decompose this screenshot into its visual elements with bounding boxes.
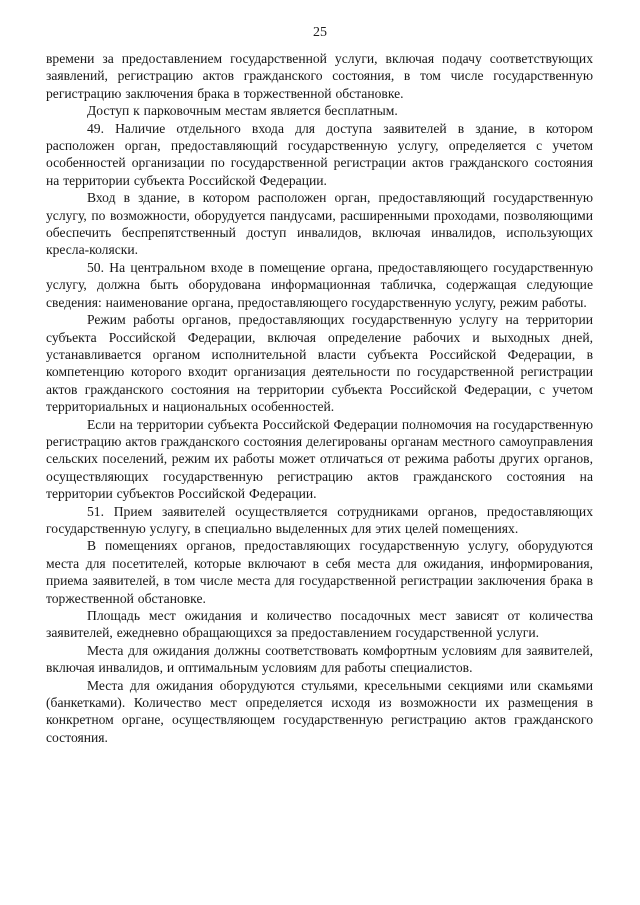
paragraph-section-49: 49. Наличие отдельного входа для доступа заявителей в здание, в котором расположен орган, предоставляющий государственную услугу, определяется с учетом особенностей организации по государственной регистрации актов гражданского состояния на территории субъекта Российской Федерации.: [46, 120, 593, 188]
paragraph-section-51: 51. Прием заявителей осуществляется сотрудниками органов, предоставляющих государственную услугу, в специально выделенных для этих целей помещениях.: [46, 503, 593, 536]
page-number: 25: [313, 25, 327, 40]
paragraph-section-50: 50. На центральном входе в помещение органа, предоставляющего государственную услугу, должна быть оборудована информационная табличка, содержащая следующие сведения: наименование органа, предоставляющего государственную услугу, режим работы.: [46, 259, 593, 310]
paragraph: Если на территории субъекта Российской Федерации полномочия на государственную регистрацию актов гражданского состояния делегированы органам местного самоуправления сельских поселений, режим их работы может отличаться от режима работы других органов, осуществляющих государственную регистрацию актов гражданского состояния на территории субъектов Российской Федерации.: [46, 416, 593, 502]
paragraph: В помещениях органов, предоставляющих государственную услугу, оборудуются места для посетителей, которые включают в себя места для ожидания, информирования, приема заявителей, в том числе места для государственной регистрации заключения брака в торжественной обстановке.: [46, 538, 593, 606]
paragraph: Площадь мест ожидания и количество посадочных мест зависят от количества заявителей, ежедневно обращающихся за предоставлением государственной услуги.: [46, 608, 593, 641]
document-body: [46, 50, 593, 746]
paragraph: времени за предоставлением государственной услуги, включая подачу соответствующих заявлений, регистрацию актов гражданского состояния, в том числе государственную регистрацию заключения брака в торжественной обстановке.: [46, 51, 593, 101]
paragraph: Режим работы органов, предоставляющих государственную услугу на территории субъекта Российской Федерации, включая определение рабочих и выходных дней, устанавливается органом исполнительной власти субъекта Российской Федерации, в компетенцию которого входит организация деятельности по государственной регистрации актов гражданского состояния на территории субъекта Российской Федерации, с учетом территориальных и национальных особенностей.: [46, 312, 593, 415]
paragraph: Места для ожидания оборудуются стульями, кресельными секциями или скамьями (банкетками). Количество мест определяется исходя из возможности их размещения в конкретном органе, осуществляющем государственную регистрацию актов гражданского состояния.: [46, 677, 593, 745]
paragraph: Доступ к парковочным местам является бесплатным.: [87, 103, 398, 119]
paragraph: Вход в здание, в котором расположен орган, предоставляющий государственную услугу, по возможности, оборудуется пандусами, расширенными проходами, позволяющими обеспечить беспрепятственный доступ инвалидов, включая инвалидов, использующих кресла-коляски.: [46, 190, 593, 258]
paragraph: Места для ожидания должны соответствовать комфортным условиям для заявителей, включая инвалидов, и оптимальным условиям для работы специалистов.: [46, 642, 593, 676]
